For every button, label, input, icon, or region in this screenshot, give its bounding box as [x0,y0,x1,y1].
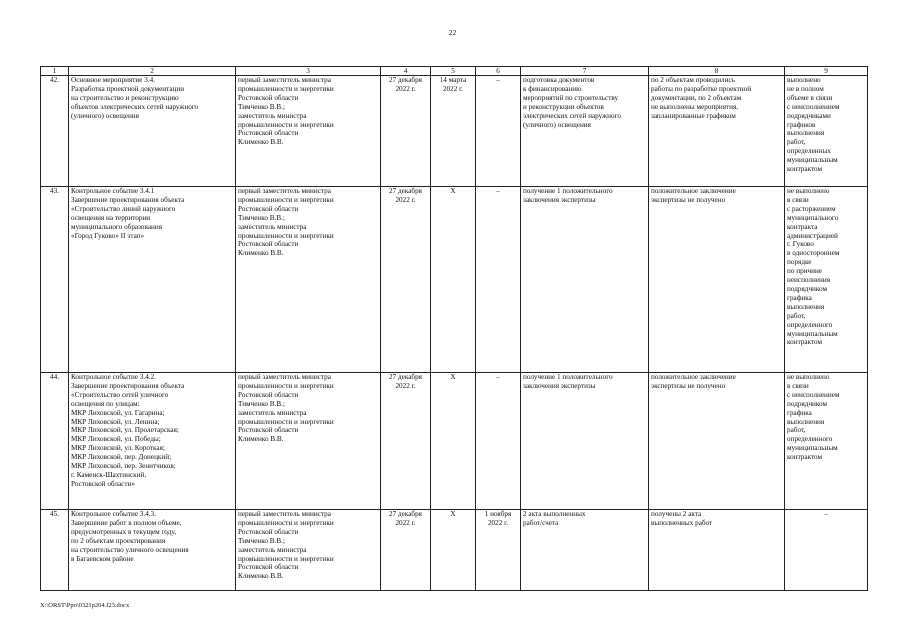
page-number: 22 [448,28,457,37]
column-header: 9 [785,67,868,76]
note-cell: – [785,510,868,591]
column-header: 6 [476,67,521,76]
column-6-cell: 1 ноября 2022 г. [476,510,521,591]
column-header: 1 [41,67,69,76]
note-cell: не выполнено в связи с расторжением муниципального контракта администрацией г. Гуково в одностороннем порядке по причине неисполнения подрядчиком графика выполнения работ, определенного муниципальным контрактом [785,187,868,373]
column-header: 5 [431,67,476,76]
actual-date-cell: X [431,373,476,510]
planned-date-cell: 27 декабря 2022 г. [381,187,431,373]
actual-result-cell: положительное заключение экспертизы не получено [649,187,785,373]
header-row [41,67,868,76]
column-6-cell: – [476,187,521,373]
column-header: 2 [69,67,236,76]
row-number: 44. [41,373,69,510]
file-path-footer: X:\ORST\Ppo\0321p204.f23.docx [40,602,130,609]
column-header: 3 [236,67,381,76]
actual-result-cell: положительное заключение экспертизы не получено [649,373,785,510]
column-6-cell: – [476,76,521,187]
table-row [41,76,868,187]
expected-result-cell: получение 1 положительного заключения экспертизы [521,187,649,373]
planned-date-cell: 27 декабря 2022 г. [381,76,431,187]
responsible-cell: первый заместитель министра промышленности и энергетики Ростовской области Тимченко В.В.; заместитель министра промышленности и энергетики Ростовской области Клименко В.В. [236,373,381,510]
row-number: 42. [41,76,69,187]
responsible-cell: первый заместитель министра промышленности и энергетики Ростовской области Тимченко В.В.; заместитель министра промышленности и энергетики Ростовской области Клименко В.В. [236,76,381,187]
expected-result-cell: подготовка документов к финансированию мероприятий по строительству и реконструкции объектов электрических сетей наружного (уличного) освещения [521,76,649,187]
note-cell: не выполнено в связи с неисполнением подрядчиком графика выполнения работ, определенного муниципальным контрактом [785,373,868,510]
actual-date-cell: X [431,510,476,591]
column-header: 8 [649,67,785,76]
row-number: 45. [41,510,69,591]
event-cell: Контрольное событие 3.4.1 Завершение проектирования объекта «Строительство линий наружного освещения на территории муниципального образования «Город Гуково» II этап» [69,187,236,373]
column-header: 7 [521,67,649,76]
row-number: 43. [41,187,69,373]
note-cell: выполнено не в полном объеме в связи с неисполнением подрядчиками графиков выполнения работ, определенных муниципальным контрактом [785,76,868,187]
actual-date-cell: X [431,187,476,373]
table-row [41,510,868,591]
event-cell: Основное мероприятие 3.4. Разработка проектной документации на строительство и реконструкцию объектов электрических сетей наружного (уличного) освещения [69,76,236,187]
table-row [41,373,868,510]
report-table [40,66,868,591]
event-cell: Контрольное событие 3.4.3. Завершение работ в полном объеме, предусмотренных в текущем году, по 2 объектам проектирования на строительство уличного освещения в Багаевском районе [69,510,236,591]
column-6-cell: – [476,373,521,510]
actual-result-cell: получены 2 акта выполненных работ [649,510,785,591]
event-cell: Контрольное событие 3.4.2. Завершение проектирования объекта «Строительство сетей уличного освещения по улицам: МКР Лиховской, ул. Гагарина; МКР Лиховской, ул. Ленина; МКР Лиховской, ул. Пролетарская; МКР Лиховской, ул. Победы; МКР Лиховской, ул. Короткая; МКР Лиховской, пер. Донецкий; МКР Лиховской, пер. Зенитчиков; г. Каменск-Шахтинский, Ростовской области» [69,373,236,510]
planned-date-cell: 27 декабря 2022 г. [381,373,431,510]
expected-result-cell: получение 1 положительного заключения экспертизы [521,373,649,510]
responsible-cell: первый заместитель министра промышленности и энергетики Ростовской области Тимченко В.В.; заместитель министра промышленности и энергетики Ростовской области Клименко В.В. [236,510,381,591]
table-row [41,187,868,373]
actual-result-cell: по 2 объектам проводились работы по разработке проектной документации, по 2 объектам не выполнены мероприятия, запланированные графиком [649,76,785,187]
expected-result-cell: 2 акта выполненных работ/счета [521,510,649,591]
planned-date-cell: 27 декабря 2022 г. [381,510,431,591]
actual-date-cell: 14 марта 2022 г. [431,76,476,187]
responsible-cell: первый заместитель министра промышленности и энергетики Ростовской области Тимченко В.В.; заместитель министра промышленности и энергетики Ростовской области Клименко В.В. [236,187,381,373]
column-header: 4 [381,67,431,76]
